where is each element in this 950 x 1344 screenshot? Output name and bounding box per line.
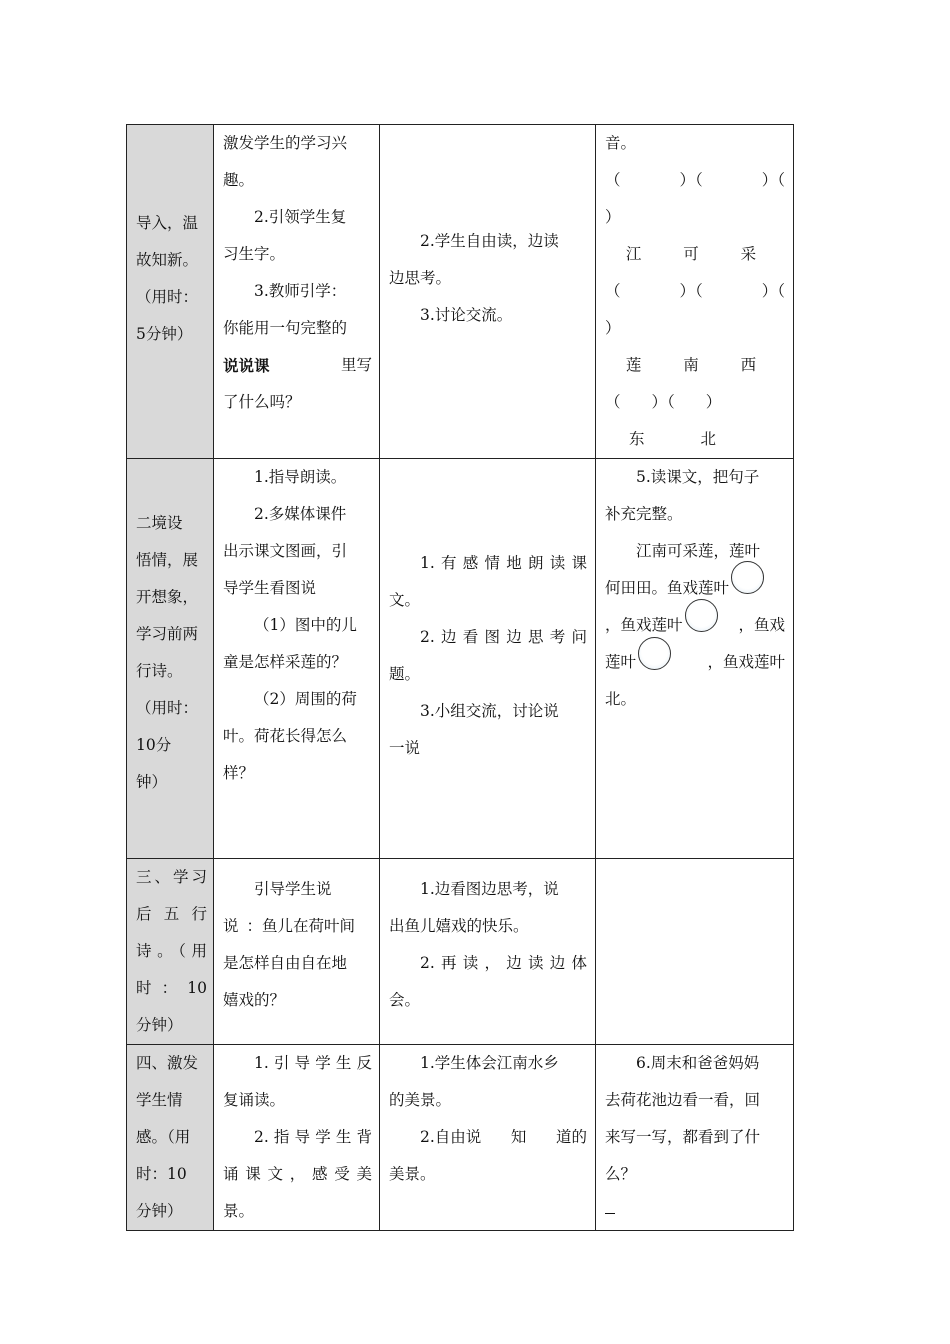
paren: ）（ (761, 282, 785, 300)
teacher-activity-cell (214, 459, 380, 859)
student-text: 1.边看图边思考，说 (420, 880, 559, 898)
student-text: 3.小组交流，讨论说 (420, 702, 559, 720)
lotus-leaf-blank-icon (638, 637, 671, 670)
exercise-text: ，鱼戏 (738, 616, 785, 634)
teacher-text: 2.指导学生背 (254, 1128, 372, 1146)
stage-text: （用时： (136, 699, 199, 717)
teacher-text-line (223, 908, 372, 945)
char-line (605, 236, 785, 273)
teacher-text: 复诵读。 (223, 1091, 286, 1109)
stage-text: 行诗。 (136, 662, 183, 680)
teacher-text: 叶。荷花长得怎么 (223, 727, 348, 745)
student-text: 2.学生自由读，边读 (420, 232, 559, 250)
exercise-text: ，鱼戏莲叶 (707, 653, 785, 671)
exercise-text: 何田田。鱼戏莲叶 (605, 579, 730, 597)
answer-line (605, 1193, 615, 1214)
char-line (605, 421, 785, 458)
stage-text: 时：10 (136, 1165, 187, 1183)
student-text: 的美景。 (389, 1091, 452, 1109)
stage-text: 诗。（用 (136, 942, 207, 960)
teacher-text-line (223, 347, 372, 384)
teacher-activity-cell (214, 125, 380, 459)
teacher-activity-cell (214, 859, 380, 1045)
student-text: 出鱼儿嬉戏的快乐。 (389, 917, 529, 935)
paren-line (605, 273, 785, 310)
stage-cell (127, 459, 214, 859)
student-text: 知 (510, 1128, 527, 1146)
paren: （ ）（ ） (605, 393, 722, 411)
teacher-text: 出示课文图画，引 (223, 542, 348, 560)
teacher-text: 激发学生的学习兴 (223, 134, 348, 152)
stage-cell (127, 125, 214, 459)
teacher-text: （2）周围的荷 (254, 690, 357, 708)
teacher-text: 导学生看图说 (223, 579, 317, 597)
teacher-text: 诵课文，感受美 (223, 1165, 372, 1183)
teacher-text: 里写 (340, 356, 372, 374)
paren: ）（ (679, 171, 703, 189)
lotus-leaf-blank-icon (731, 561, 764, 594)
stage-text: 5分钟） (136, 325, 193, 343)
teacher-text: 2.引领学生复 (254, 208, 347, 226)
stage-text: 导入，温 (136, 214, 199, 232)
teacher-text: （1）图中的儿 (254, 616, 357, 634)
paren: ）（ (761, 171, 785, 189)
paren-line (605, 162, 785, 199)
paren: （ (605, 171, 621, 189)
stage-text: 学习前两 (136, 625, 199, 643)
char: 南 (683, 356, 699, 374)
teacher-text: 景。 (223, 1202, 255, 1220)
stage-text: 感。（用 (136, 1128, 191, 1146)
table-row (127, 125, 794, 459)
student-text: 3.讨论交流。 (420, 306, 513, 324)
teacher-text: 说 (223, 917, 239, 935)
teacher-text: 3.教师引学： (254, 282, 347, 300)
exercise-text: 6.周末和爸爸妈妈 (636, 1054, 760, 1072)
stage-text: 钟） (136, 773, 168, 791)
student-text: 1.有感情地朗读课 (420, 554, 587, 572)
char: 可 (683, 245, 699, 263)
stage-text: 二境设 (136, 514, 183, 532)
teacher-text: 2.多媒体课件 (254, 505, 347, 523)
exercise-line (605, 644, 785, 681)
teacher-text: 童是怎样采莲的？ (223, 653, 348, 671)
student-text: 题。 (389, 665, 421, 683)
teacher-text: 1.引导学生反 (254, 1054, 372, 1072)
exercise-text: 5.读课文，把句子 (636, 468, 760, 486)
student-text: 2.再读，边读边体 (420, 954, 587, 972)
teacher-text: 1.指导朗读。 (254, 468, 347, 486)
exercise-text: 补充完整。 (605, 505, 683, 523)
lesson-plan-table (126, 124, 794, 1231)
teacher-text: 你能用一句完整的 (223, 319, 348, 337)
char: 北 (700, 430, 717, 448)
exercise-line (605, 607, 785, 644)
char-line (605, 347, 785, 384)
char: 莲 (625, 356, 642, 374)
stage-text: 时：10 (136, 979, 207, 997)
student-text: 文。 (389, 591, 421, 609)
student-activity-cell (380, 859, 596, 1045)
table-row (127, 859, 794, 1045)
student-activity-cell (380, 459, 596, 859)
student-text-line (389, 1119, 587, 1156)
stage-text: 10分 (136, 736, 172, 754)
stage-text: 开想象， (136, 588, 199, 606)
table-row (127, 1045, 794, 1231)
stage-text: 分钟） (136, 1016, 183, 1034)
stage-text: （用时： (136, 288, 199, 306)
exercise-text: 北。 (605, 690, 637, 708)
exercise-text: 莲叶 (605, 653, 637, 671)
teacher-text: 说说课 (223, 356, 270, 375)
student-activity-cell (380, 125, 596, 459)
student-text: 道的 (555, 1128, 587, 1146)
student-activity-cell (380, 1045, 596, 1231)
paren: ） (605, 208, 621, 226)
exercise-cell (596, 125, 794, 459)
char: 采 (740, 245, 757, 263)
stage-text: 故知新。 (136, 251, 199, 269)
stage-text: 悟情，展 (136, 551, 199, 569)
teacher-text: 是怎样自由自在地 (223, 954, 348, 972)
exercise-text: 音。 (605, 134, 637, 152)
paren: ） (605, 319, 621, 337)
answer-blank (605, 1193, 785, 1219)
teacher-text: 嬉戏的？ (223, 991, 286, 1009)
student-text: 1.学生体会江南水乡 (420, 1054, 559, 1072)
char: 江 (625, 245, 642, 263)
teacher-text: 样？ (223, 764, 255, 782)
char: 西 (740, 356, 757, 374)
stage-cell (127, 859, 214, 1045)
student-text: 边思考。 (389, 269, 452, 287)
teacher-text: 了什么吗？ (223, 393, 301, 411)
stage-text: 三、学习 (136, 868, 207, 886)
exercise-cell (596, 1045, 794, 1231)
stage-cell (127, 1045, 214, 1231)
char: 东 (629, 430, 645, 448)
stage-text: 分钟） (136, 1202, 183, 1220)
teacher-text: ：鱼儿在荷叶间 (246, 917, 356, 935)
student-text: 一说 (389, 739, 421, 757)
stage-text: 四、激发 (136, 1054, 199, 1072)
stage-text: 后五行 (136, 905, 207, 923)
exercise-text: 么？ (605, 1165, 637, 1183)
teacher-activity-cell (214, 1045, 380, 1231)
exercise-cell (596, 859, 794, 1045)
exercise-cell (596, 459, 794, 859)
student-text: 2.边看图边思考问 (420, 628, 587, 646)
student-text: 美景。 (389, 1165, 436, 1183)
exercise-text: 江南可采莲，莲叶 (636, 542, 761, 560)
teacher-text: 引导学生说 (254, 880, 332, 898)
exercise-text: ，鱼戏莲叶 (605, 616, 683, 634)
teacher-text: 趣。 (223, 171, 255, 189)
exercise-text: 来写一写，都看到了什 (605, 1128, 761, 1146)
table-row (127, 459, 794, 859)
student-text: 2.自由说 (420, 1128, 482, 1146)
paren: ）（ (679, 282, 703, 300)
paren: （ (605, 282, 621, 300)
teacher-text: 习生字。 (223, 245, 286, 263)
exercise-text: 去荷花池边看一看，回 (605, 1091, 761, 1109)
stage-text: 学生情 (136, 1091, 183, 1109)
lotus-leaf-blank-icon (685, 599, 718, 632)
student-text: 会。 (389, 991, 421, 1009)
